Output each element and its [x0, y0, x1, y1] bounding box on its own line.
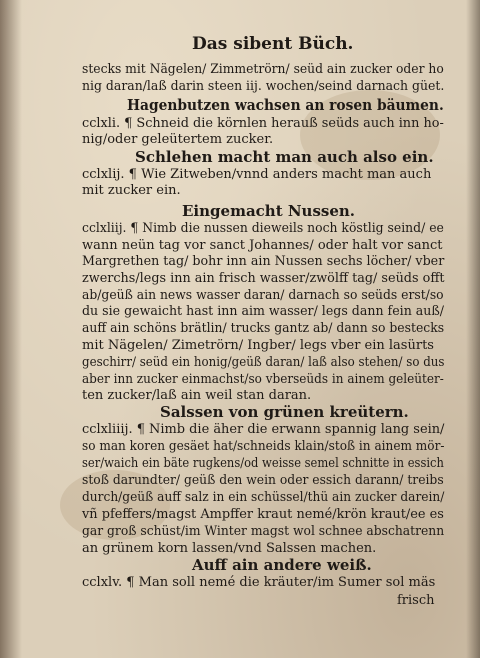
- text-line: zwerchs/legs inn ain frisch wasser/zwölff tag/ seüds offt: [82, 271, 445, 286]
- text-line: so man koren gesäet hat/schneids klain/stoß in ainem mör-: [82, 439, 445, 454]
- text-line: cclxlij. ¶ Wie Zitweben/vnnd anders macht man auch: [82, 167, 432, 182]
- text-line: wann neün tag vor sanct Johannes/ oder halt vor sanct: [82, 238, 443, 253]
- page-edge-shadow: [466, 0, 480, 658]
- section-heading: Schlehen macht man auch also ein.: [135, 148, 434, 166]
- catchword: frisch: [397, 593, 435, 608]
- section-heading: Eingemacht Nussen.: [182, 202, 356, 220]
- text-line: geschirr/ seüd ein honig/geüß daran/ laß also stehen/ so dus: [82, 355, 445, 370]
- text-line: du sie gewaicht hast inn aim wasser/ legs dann fein auß/: [82, 304, 445, 319]
- text-line: gar groß schüst/im Winter magst wol schnee abschatrenn: [82, 524, 445, 539]
- text-line: ab/geüß ain news wasser daran/ darnach so seüds erst/so: [82, 288, 444, 303]
- text-line: ten zucker/laß ain weil stan daran.: [82, 388, 312, 403]
- text-line: mit zucker ein.: [82, 183, 181, 198]
- text-line: cclxliiij. ¶ Nimb die äher die erwann spannig lang sein/: [82, 422, 445, 437]
- text-line: cclxli. ¶ Schneid die körnlen herauß seüds auch inn ho-: [82, 116, 444, 131]
- text-line: nig daran/laß darin steen iij. wochen/seind darnach güet.: [82, 79, 445, 94]
- running-head: Das sibent Büch.: [192, 34, 354, 54]
- text-line: durch/geüß auff salz in ein schüssel/thü ain zucker darein/: [82, 490, 445, 505]
- text-line: auff ain schöns brätlin/ trucks gantz ab/ dann so bestecks: [82, 321, 445, 336]
- section-heading: Auff ain andere weiß.: [192, 556, 372, 574]
- binding-shadow: [0, 0, 22, 658]
- text-line: an grünem korn lassen/vnd Salssen machen.: [82, 541, 377, 556]
- text-line: aber inn zucker einmachst/so vberseüds in ainem geleüter-: [82, 372, 444, 387]
- text-line: ser/waich ein bäte rugkens/od weisse semel schnitte in essich: [82, 456, 444, 471]
- section-heading: Salssen von grünen kreütern.: [160, 403, 409, 421]
- text-line: vñ pfeffers/magst Ampffer kraut nemé/krön kraut/ee es: [82, 507, 444, 522]
- text-line: stecks mit Nägelen/ Zimmetrörn/ seüd ain zucker oder ho: [82, 62, 444, 77]
- text-line: cclxliij. ¶ Nimb die nussen dieweils noch köstlig seind/ ee: [82, 221, 444, 236]
- text-line: mit Nägelen/ Zimetrörn/ Ingber/ legs vber ein lasürts: [82, 338, 434, 353]
- section-heading: Hagenbutzen wachsen an rosen bäumen.: [127, 96, 444, 114]
- text-line: cclxlv. ¶ Man soll nemé die kräuter/im Sumer sol mäs: [82, 575, 436, 590]
- text-line: nig/oder geleütertem zucker.: [82, 132, 274, 147]
- text-line: Margrethen tag/ bohr inn ain Nussen sechs löcher/ vber: [82, 254, 445, 269]
- text-line: stoß darundter/ geüß den wein oder essich darann/ treibs: [82, 473, 444, 488]
